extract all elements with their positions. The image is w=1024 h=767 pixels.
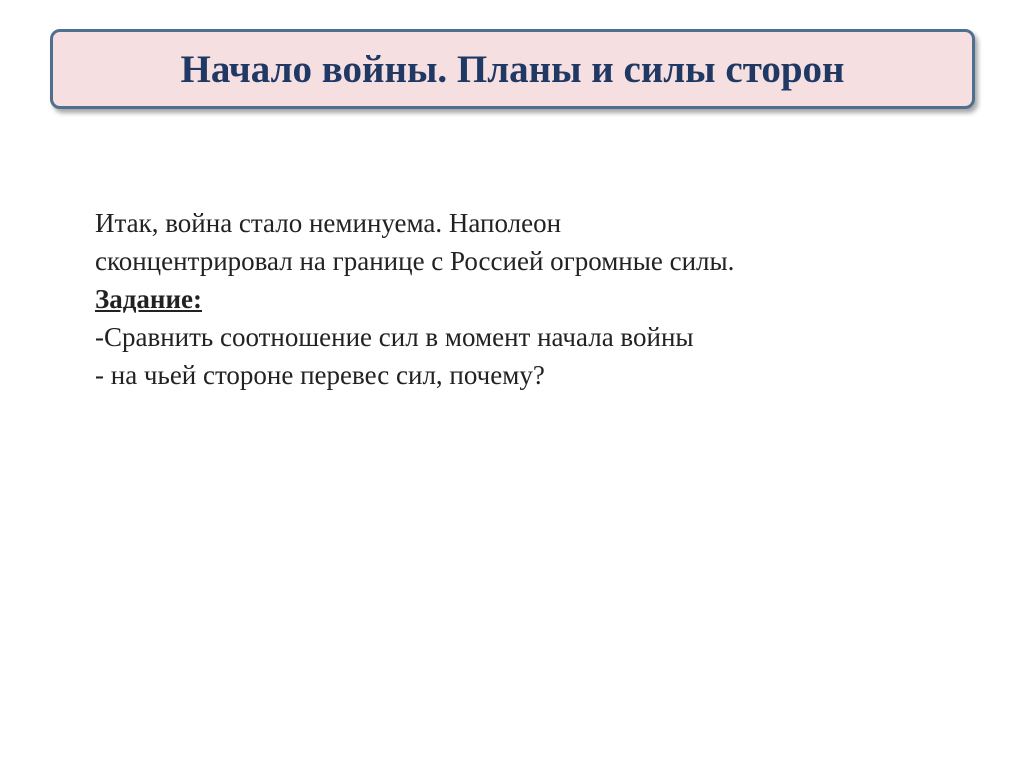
- body-line-2: сконцентрировал на границе с Россией огромные силы.: [95, 246, 735, 276]
- task-item-1: -Сравнить соотношение сил в момент начала войны: [95, 322, 694, 352]
- title-box: [50, 29, 975, 109]
- slide-body: [95, 204, 955, 394]
- task-heading: Задание:: [95, 284, 202, 314]
- task-item-2: - на чьей стороне перевес сил, почему?: [95, 360, 545, 390]
- slide-title: Начало войны. Планы и силы сторон: [180, 47, 845, 91]
- body-line-1: Итак, война стало неминуема. Наполеон: [95, 208, 562, 238]
